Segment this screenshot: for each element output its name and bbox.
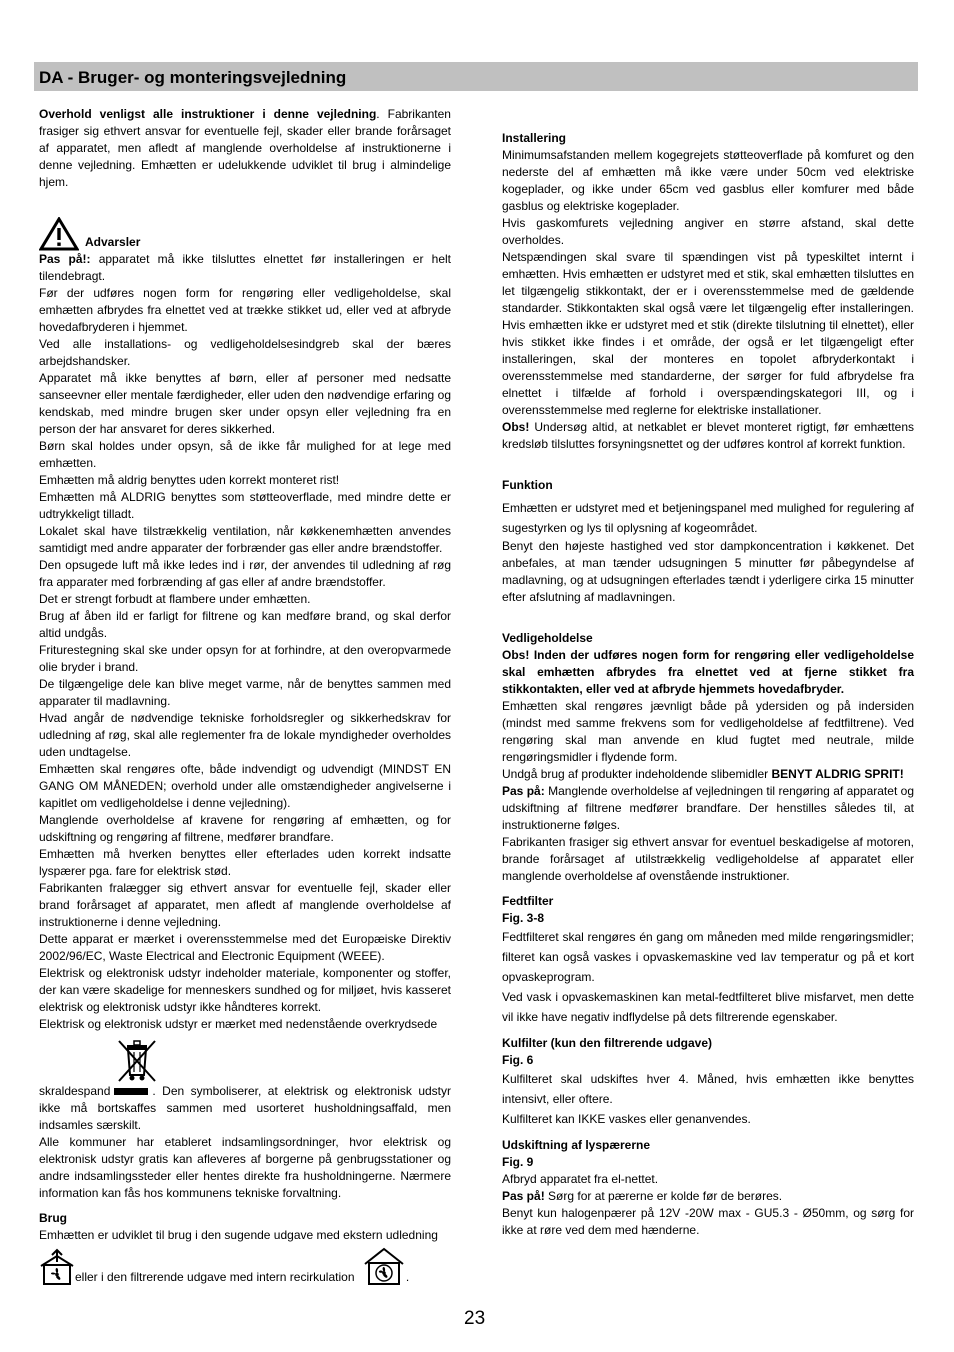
warning-paragraph: Emhætten må aldrig benyttes uden korrekt monteret rist! — [39, 473, 340, 487]
weee-paragraph — [39, 1083, 451, 1134]
vedligeholdelse-warning: Obs! Inden der udføres nogen form for rengøring eller vedligeholdelse skal emhætten afbrydes fra elnettet ved at fjerne stikket fra stikkontakten, eller ved at afbryde hjemmets hovedafbryder. — [502, 648, 914, 696]
warning-first-lead: Pas på!: — [39, 252, 91, 266]
weee-text-before: skraldespand — [39, 1084, 111, 1098]
lyspaerer-paragraph: Benyt kun halogenpærer på 12V -20W max - GU5.3 - Ø50mm, og sørg for ikke at røre ved dem med hænderne. — [502, 1206, 914, 1237]
vedligeholdelse-pas-paa-lead: Pas på: — [502, 784, 545, 798]
fedtfilter-paragraph: Ved vask i opvaskemaskinen kan metal-fedtfilteret blive misfarvet, men dette vil ikke have negativ indflydelse på dets filtrerende egenskaber. — [502, 990, 914, 1024]
installering-paragraph: Netspændingen skal svare til spændingen vist på typeskiltet internt i emhætten. Hvis emhætten er udstyret med et stik, skal emhætten tilsluttes en let tilgængelig stikkontakt, der er i overensstemmelse med de gældende standarder. Stikkontakten skal også være let tilgængelig efter installeringen. Hvis emhætten ikke er udstyret med et stik (direkte tilslutning til elnettet), eller hvis stikket ikke findes i et område, der også er let tilgængeligt efter installeringen, skal der monteres en topolet afbryderkontakt i overensstemmelse med standarderne, der sørger for fuld afbrydelse fra elnettet i tilfælde af forhold i overspændingskategori III, og i overensstemmelse med reglerne for elektriske installationer. — [502, 250, 914, 417]
warning-paragraph: Emhætten må ALDRIG benyttes som støtteoverflade, med mindre dette er udtrykkeligt tilladt. — [39, 490, 451, 521]
extraction-house-fan-icon — [39, 1248, 75, 1286]
lyspaerer-heading: Udskiftning af lyspærerne — [502, 1138, 651, 1152]
weee-bar-symbol — [114, 1088, 148, 1095]
lyspaerer-pas-paa-lead: Pas på! — [502, 1189, 545, 1203]
page-number: 23 — [464, 1308, 486, 1329]
warning-triangle-icon — [39, 217, 79, 251]
warning-paragraph: Ved alle installations- og vedligeholdelsesindgreb skal der bæres arbejdshandsker. — [39, 337, 451, 368]
brug-end-text: . — [405, 1270, 410, 1284]
kulfilter-paragraph: Kulfilteret skal udskiftes hver 4. Måned, hvis emhætten ikke benyttes intensivt, eller oftere. — [502, 1072, 914, 1106]
intro-paragraph — [39, 106, 451, 191]
vedligeholdelse-abrasives — [502, 766, 914, 783]
title-bar — [34, 62, 918, 91]
vedligeholdelse-abrasives-bold: BENYT ALDRIG SPRIT! — [771, 767, 904, 781]
warning-last-paragraph: Alle kommuner har etableret indsamlingsordninger, hvor elektrisk og elektronisk udstyr gratis kan afleveres af borgerne på genbrugsstationer og andre indsamlingssteder eller hentes direkte fra husholdningerne. Nærmere information kan fås hos kommunens tekniske forvaltning. — [39, 1135, 451, 1200]
vedligeholdelse-paragraph: Emhætten skal rengøres jævnligt både på ydersiden og på indersiden (mindst med samme frekvens som for vedligeholdelse af fedtfiltrene). Ved rengøring skal man anvende en klud fugtet med neutrale, milde rengøringsmidler i flydende form. — [502, 699, 914, 764]
installering-paragraph: Minimumsafstanden mellem kogegrejets støtteoverflade på komfuret og den nederste del af emhætten må ikke være under 50cm ved elektriske kogeplader, og ikke under 65cm ved gasblus eller komfurer med både gasblus og elektriske kogeplader. — [502, 148, 914, 213]
brug-mid-text: eller i den filtrerende udgave med intern recirkulation — [75, 1270, 355, 1284]
warning-paragraph: Manglende overholdelse af kravene for rengøring af emhætten, og for udskiftning og rengøring af filtrene, medfører brandfare. — [39, 813, 451, 844]
warning-paragraph: Lokalet skal have tilstrækkelig ventilation, når køkkenemhætten anvendes samtidigt med andre apparater der forbrænder gas eller andre brændstoffer. — [39, 524, 451, 555]
kulfilter-paragraph: Kulfilteret kan IKKE vaskes eller genanvendes. — [502, 1112, 751, 1126]
fedtfilter-fig: Fig. 3-8 — [502, 911, 545, 925]
fedtfilter-paragraph: Fedtfilteret skal rengøres én gang om måneden med milde rengøringsmidler; filteret kan også vaskes i opvaskemaskine ved lav temperatur og på et kort opvaskeprogram. — [502, 930, 914, 984]
kulfilter-heading: Kulfilter (kun den filtrerende udgave) — [502, 1036, 713, 1050]
warning-paragraph: Hvad angår de nødvendige tekniske forholdsregler og sikkerhedskrav for udledning af røg, skal alle reglementer fra de lokale myndigheder overholdes uden undtagelse. — [39, 711, 451, 759]
right-column — [502, 130, 914, 1239]
installering-obs-lead: Obs! — [502, 420, 530, 434]
left-column — [39, 106, 451, 1286]
intro-text: . Fabrikanten frasiger sig ethvert ansvar for eventuelle fejl, skader eller brande forårsaget af apparatet, men afledt af manglende overholdelse af instruktionerne i denne vejledning. Emhætten er udelukkende udviklet til brug i almindelige hjem. — [39, 107, 451, 189]
kulfilter-fig: Fig. 6 — [502, 1053, 534, 1067]
lyspaerer-fig: Fig. 9 — [502, 1155, 534, 1169]
vedligeholdelse-paragraph: Fabrikanten frasiger sig ethvert ansvar for eventuel beskadigelse af motoren, brande forårsaget af utilstrækkelig vedligeholdelse af apparatet eller manglende overholdelse af ovenstående instruktioner. — [502, 835, 914, 883]
recirculation-house-fan-icon — [362, 1246, 406, 1286]
warning-first — [39, 251, 451, 285]
brug-text: Emhætten er udviklet til brug i den sugende udgave med ekstern udledning — [39, 1228, 438, 1242]
warning-paragraph: Elektrisk og elektronisk udstyr er mærket med nedenstående overkrydsede — [39, 1017, 438, 1031]
fedtfilter-heading: Fedtfilter — [502, 894, 554, 908]
warning-paragraph: Dette apparat er mærket i overensstemmelse med det Europæiske Direktiv 2002/96/EC, Waste Electrical and Electronic Equipment (WEEE). — [39, 932, 451, 963]
warning-paragraph: Den opsugede luft må ikke ledes ind i rør, der anvendes til udledning af røg fra apparater med forbrænding af gas eller af andre brændstoffer. — [39, 558, 451, 589]
warning-paragraph: Før der udføres nogen form for rengøring eller vedligeholdelse, skal emhætten afbrydes fra elnettet ved at trække stikket ud, eller ved at afbryde hovedafbryderen i hjemmet. — [39, 286, 451, 334]
page-title: DA - Bruger- og monteringsvejledning — [39, 68, 347, 87]
funktion-paragraph: Benyt den højeste hastighed ved stor dampkoncentration i køkkenet. Det anbefales, at man tænder udsugningen 5 minutter før påbegyndelse af madlavning, og at udsugningen efterlades tændt i yderligere cirka 15 minutter efter afslutning af madlavningen. — [502, 539, 914, 604]
vedligeholdelse-abrasives-text: Undgå brug af produkter indeholdende slibemidler — [502, 767, 772, 781]
warning-paragraph: Fabrikanten fralægger sig ethvert ansvar for eventuelle fejl, skader eller brand forårsaget af apparatet, men afledt af manglende overholdelse af instruktionerne i denne vejledning. — [39, 881, 451, 929]
brug-heading: Brug — [39, 1211, 67, 1225]
warning-paragraph: Det er strengt forbudt at flambere under emhætten. — [39, 592, 311, 606]
lyspaerer-paragraph: Afbryd apparatet fra el-nettet. — [502, 1172, 659, 1186]
crossed-bin-icon — [115, 1037, 159, 1083]
installering-paragraph: Hvis gaskomfurets vejledning angiver en større afstand, skal dette overholdes. — [502, 216, 914, 247]
warning-paragraph: Friturestegning skal ske under opsyn for at forhindre, at den overopvarmede olie bryder i brand. — [39, 643, 451, 674]
warning-paragraph: Apparatet må ikke benyttes af børn, eller af personer med nedsatte sanseevner eller mentale færdigheder, eller uden den nødvendige erfaring og kendskab, med mindre brugen sker under opsyn eller vejledning fra en person der har ansvaret for deres sikkerhed. — [39, 371, 451, 436]
warning-paragraph: Brug af åben ild er farligt for filtrene og kan medføre brand, og skal derfor altid undgås. — [39, 609, 451, 640]
vedligeholdelse-heading: Vedligeholdelse — [502, 631, 593, 645]
warning-paragraph: Emhætten må hverken benyttes eller efterlades uden korrekt indsatte lyspærer pga. fare for elektrisk stød. — [39, 847, 451, 878]
warning-paragraph: De tilgængelige dele kan blive meget varme, når de benyttes sammen med apparater til madlavning. — [39, 677, 451, 708]
warning-paragraph: Emhætten skal rengøres ofte, både indvendigt og udvendigt (MINDST EN GANG OM MÅNEDEN; overhold under alle omstændigheder angivelserne i kapitlet om vedligeholdelse i denne vejledning). — [39, 762, 451, 810]
warning-paragraph: Elektrisk og elektronisk udstyr indeholder materiale, komponenter og stoffer, der kan være skadelige for menneskers sundhed og for miljøet, hvis kasseret elektrisk og elektronisk udstyr ikke håndteres korrekt. — [39, 966, 451, 1014]
installering-obs — [502, 419, 914, 453]
funktion-paragraph: Emhætten er udstyret med et betjeningspanel med mulighed for regulering af sugestyrken og lys til oplysning af kogeområdet. — [502, 501, 914, 535]
warning-first-text: apparatet må ikke tilsluttes elnettet før installeringen er helt tilendebragt. — [39, 252, 451, 283]
installering-heading: Installering — [502, 131, 567, 145]
warnings-heading: Advarsler — [85, 235, 141, 249]
lyspaerer-pas-paa — [502, 1188, 914, 1205]
funktion-heading: Funktion — [502, 478, 553, 492]
weee-text-after: . Den symboliserer, at elektrisk og elektronisk udstyr ikke må bortskaffes sammen med usorteret husholdningsaffald, men indsamles særskilt. — [39, 1084, 451, 1132]
intro-lead: Overhold venligst alle instruktioner i denne vejledning — [39, 107, 377, 121]
vedligeholdelse-pas-paa-text: Manglende overholdelse af vejledningen til rengøring af apparatet og udskiftning af filtrene medfører brandfare. Der henstilles således til, at instruktionerne følges. — [502, 784, 914, 832]
lyspaerer-pas-paa-text: Sørg for at pærerne er kolde før de berøres. — [544, 1189, 783, 1203]
installering-obs-text: Undersøg altid, at netkablet er blevet monteret rigtigt, før emhættens kredsløb tilsluttes forsyningsnettet og der udføres kontrol af korrekt funktion. — [502, 420, 914, 451]
warnings-heading-row — [39, 217, 451, 251]
vedligeholdelse-pas-paa — [502, 783, 914, 834]
warning-paragraph: Børn skal holdes under opsyn, så de ikke får mulighed for at lege med emhætten. — [39, 439, 451, 470]
brug-icons-line — [39, 1246, 451, 1286]
